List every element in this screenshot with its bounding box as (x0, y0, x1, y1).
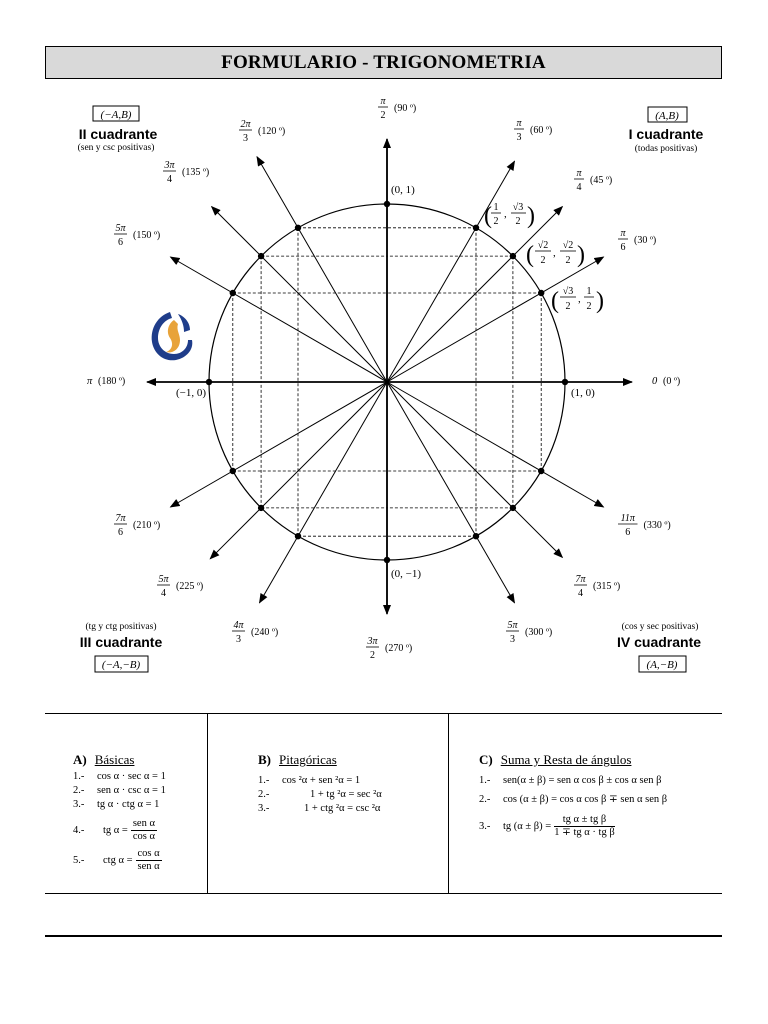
formula-text: sen(α ± β) = sen α cos β ± cos α sen β (503, 775, 662, 786)
pitagoricas-row-1 (258, 775, 360, 786)
angle-num-135: 3π (164, 160, 175, 171)
angle-label-120 (239, 119, 285, 144)
angle-den-270: 2 (370, 650, 375, 661)
point-330 (538, 468, 544, 474)
angle-deg-315: (315 º) (593, 581, 621, 592)
quadrant-iii-note: (tg y ctg positivas) (85, 622, 157, 632)
basicas-row-4 (73, 818, 157, 843)
formula-lhs: ctg α = (103, 854, 133, 866)
angle-label-180 (87, 376, 125, 387)
angle-label-150 (114, 223, 160, 248)
formula-text: sen α · csc α = 1 (97, 785, 166, 796)
fraction-numerator: sen α (132, 818, 155, 829)
angle-deg-30: (30 º) (634, 235, 657, 246)
angle-deg-0: (0 º) (663, 376, 681, 387)
quadrant-i-name: I cuadrante (628, 126, 704, 142)
quadrant-iv-sign: (A,−B) (646, 659, 678, 671)
ray-45 (387, 207, 562, 382)
section-suma-resta (449, 714, 722, 893)
section-c-heading (479, 752, 631, 768)
ray-150 (171, 257, 388, 382)
coord-45-b-num: √2 (562, 240, 574, 251)
ray-240 (260, 382, 388, 603)
coord-60-a-den: 2 (493, 216, 499, 227)
fraction (136, 848, 162, 873)
row-number: 1.- (258, 775, 270, 786)
point-180 (206, 379, 212, 385)
row-number: 2.- (73, 785, 85, 796)
angle-deg-150: (150 º) (133, 230, 161, 241)
fraction-numerator: cos α (137, 848, 160, 859)
angle-label-135 (163, 160, 209, 185)
angle-label-300 (506, 620, 552, 645)
quadrant-iii-sign: (−A,−B) (101, 659, 141, 671)
angle-label-225 (157, 574, 203, 599)
formula-text: 1 + tg ²α = sec ²α (310, 789, 382, 800)
angle-den-150: 6 (118, 237, 123, 248)
angle-den-45: 4 (576, 182, 582, 193)
pitagoricas-row-3 (258, 803, 380, 814)
coord-label-60 (484, 202, 535, 229)
quadrant-ii-name: II cuadrante (78, 126, 158, 142)
angle-deg-60: (60 º) (530, 125, 553, 136)
section-b-title: Pitagóricas (279, 752, 337, 767)
angle-deg-135: (135 º) (182, 167, 210, 178)
axis-point-bottom: (0, −1) (391, 568, 422, 580)
section-a-heading (73, 752, 134, 768)
paren-left: ( (484, 203, 492, 229)
formula-text: cos ²α + sen ²α = 1 (282, 775, 361, 786)
angle-deg-120: (120 º) (258, 126, 286, 137)
fraction (554, 814, 614, 839)
angle-label-30 (618, 228, 656, 253)
point-90 (384, 201, 390, 207)
coord-45-b-den: 2 (565, 255, 571, 266)
angle-deg-225: (225 º) (176, 581, 204, 592)
angle-num-90: π (380, 96, 386, 107)
section-a-letter: A) (73, 752, 87, 767)
formula-text: cos (α ± β) = cos α cos β ∓ sen α sen β (503, 794, 668, 805)
section-c-letter: C) (479, 752, 493, 767)
row-number: 5.- (73, 854, 85, 866)
ray-315 (387, 382, 562, 557)
angle-deg-45: (45 º) (590, 175, 613, 186)
coord-label-30 (551, 286, 604, 314)
ray-210 (171, 382, 388, 507)
angle-num-150: 5π (115, 223, 126, 234)
ray-135 (212, 207, 387, 382)
suma-row-3 (479, 814, 615, 839)
basicas-row-3 (73, 799, 159, 810)
angle-den-30: 6 (620, 242, 626, 253)
point-120 (295, 225, 301, 231)
row-number: 4.- (73, 824, 85, 836)
section-c-title: Suma y Resta de ángulos (500, 752, 632, 767)
comma: , (504, 208, 507, 220)
formula-text: cos α · sec α = 1 (97, 771, 166, 782)
angle-den-210: 6 (118, 527, 123, 538)
section-pitagoricas (208, 714, 449, 893)
suma-row-1 (479, 775, 661, 786)
coord-60-a-num: 1 (493, 202, 499, 213)
quadrant-iii-info (80, 621, 163, 672)
quadrant-ii-note: (sen y csc positivas) (77, 143, 155, 153)
ray-330 (387, 382, 604, 507)
angle-den-135: 4 (167, 174, 172, 185)
point-270 (384, 557, 390, 563)
coord-60-b-den: 2 (515, 216, 521, 227)
row-number: 2.- (479, 794, 491, 805)
point-225 (258, 505, 264, 511)
comma: , (553, 247, 556, 259)
pitagoricas-row-2 (258, 789, 382, 800)
ray-120 (257, 157, 387, 382)
angle-num-60: π (516, 118, 522, 129)
logo-blue-crest (178, 314, 190, 332)
quadrant-iv-note: (cos y sec positivas) (621, 622, 699, 632)
basicas-row-1 (73, 771, 166, 782)
angle-den-240: 3 (236, 634, 241, 645)
angle-den-315: 4 (578, 588, 583, 599)
coord-label-45 (526, 240, 585, 268)
coord-45-a-num: √2 (537, 240, 549, 251)
quadrant-i-note: (todas positivas) (634, 144, 698, 154)
formula-lhs: tg (α ± β) = (503, 820, 552, 832)
fraction-denominator: sen α (137, 861, 160, 872)
axis-point-right: (1, 0) (571, 387, 595, 399)
angle-den-300: 3 (510, 634, 515, 645)
angle-num-210: 7π (115, 513, 126, 524)
paren-right: ) (527, 203, 535, 229)
point-135 (258, 253, 264, 259)
quadrant-iii-name: III cuadrante (79, 634, 163, 650)
angle-label-210 (114, 513, 160, 538)
coord-30-b-den: 2 (586, 301, 592, 312)
angle-deg-90: (90 º) (394, 103, 417, 114)
section-a-title: Básicas (94, 752, 135, 767)
angle-rad-0: 0 (652, 376, 658, 387)
point-300 (473, 533, 479, 539)
coord-30-b-num: 1 (586, 286, 592, 297)
basicas-row-2 (73, 785, 166, 796)
fraction-denominator: 1 ∓ tg α · tg β (554, 827, 615, 838)
angle-deg-210: (210 º) (133, 520, 161, 531)
point-45 (510, 253, 516, 259)
point-150 (230, 290, 236, 296)
page-title-text: FORMULARIO - TRIGONOMETRIA (221, 51, 546, 73)
angle-den-330: 6 (625, 527, 631, 538)
point-0 (562, 379, 568, 385)
quadrant-iv-info (617, 621, 701, 672)
angle-deg-180: (180 º) (98, 376, 126, 387)
angle-deg-240: (240 º) (251, 627, 279, 638)
paren-right: ) (596, 288, 604, 314)
fraction (131, 818, 157, 843)
angle-deg-330: (330 º) (643, 520, 671, 531)
point-315 (510, 505, 516, 511)
angle-num-300: 5π (507, 620, 518, 631)
paren-left: ( (526, 242, 534, 268)
angle-num-120: 2π (240, 119, 251, 130)
row-number: 3.- (73, 799, 85, 810)
logo-orange-flame (166, 320, 180, 352)
angle-den-225: 4 (161, 588, 166, 599)
formula-text: tg α · ctg α = 1 (97, 799, 160, 810)
angle-num-270: 3π (367, 636, 378, 647)
quadrant-iv-name: IV cuadrante (616, 634, 702, 650)
fraction-denominator: cos α (132, 831, 155, 842)
angle-label-315 (574, 574, 620, 599)
angle-num-225: 5π (158, 574, 169, 585)
suma-row-2 (479, 793, 667, 805)
point-60 (473, 225, 479, 231)
angle-num-45: π (576, 168, 582, 179)
formula-table (45, 713, 722, 894)
paren-right: ) (577, 242, 585, 268)
bottom-rule (45, 935, 722, 937)
fraction-numerator: tg α ± tg β (554, 814, 614, 827)
institution-logo (152, 312, 193, 360)
angle-num-330: 11π (620, 513, 635, 524)
paren-left: ( (551, 288, 559, 314)
row-number: 3.- (479, 820, 491, 832)
angle-label-60 (514, 118, 552, 143)
quadrant-i-sign: (A,B) (655, 110, 679, 122)
angle-den-90: 2 (380, 110, 386, 121)
coord-30-a-num: √3 (562, 286, 574, 297)
angle-deg-300: (300 º) (525, 627, 553, 638)
angle-label-0 (652, 376, 680, 387)
angle-rad-180: π (87, 376, 93, 387)
angle-den-120: 3 (243, 133, 248, 144)
ray-30 (387, 257, 604, 382)
quadrant-i-info (629, 107, 704, 154)
quadrant-ii-info (78, 106, 158, 153)
point-30 (538, 290, 544, 296)
angle-label-330 (618, 513, 671, 538)
section-basicas (45, 714, 208, 893)
axis-point-left: (−1, 0) (176, 387, 207, 399)
row-number: 2.- (258, 789, 270, 800)
coord-30-a-den: 2 (565, 301, 571, 312)
angle-label-270 (366, 636, 412, 661)
coord-60-b-num: √3 (512, 202, 524, 213)
angle-num-315: 7π (575, 574, 586, 585)
basicas-row-5 (73, 848, 162, 873)
formula-lhs: tg α = (103, 824, 128, 836)
section-b-heading (258, 752, 337, 768)
angle-label-45 (574, 168, 612, 193)
section-b-letter: B) (258, 752, 271, 767)
row-number: 1.- (73, 771, 85, 782)
row-number: 1.- (479, 775, 491, 786)
point-240 (295, 533, 301, 539)
angle-num-30: π (620, 228, 626, 239)
point-210 (230, 468, 236, 474)
axis-point-top: (0, 1) (391, 184, 415, 196)
angle-label-240 (232, 620, 278, 645)
angle-den-60: 3 (516, 132, 522, 143)
coord-45-a-den: 2 (540, 255, 546, 266)
ray-225 (210, 382, 387, 559)
formula-text: 1 + ctg ²α = csc ²α (304, 803, 381, 814)
angle-label-90 (378, 96, 416, 121)
row-number: 3.- (258, 803, 270, 814)
comma: , (578, 293, 581, 305)
angle-num-240: 4π (233, 620, 244, 631)
angle-deg-270: (270 º) (385, 643, 413, 654)
quadrant-ii-sign: (−A,B) (100, 109, 132, 121)
